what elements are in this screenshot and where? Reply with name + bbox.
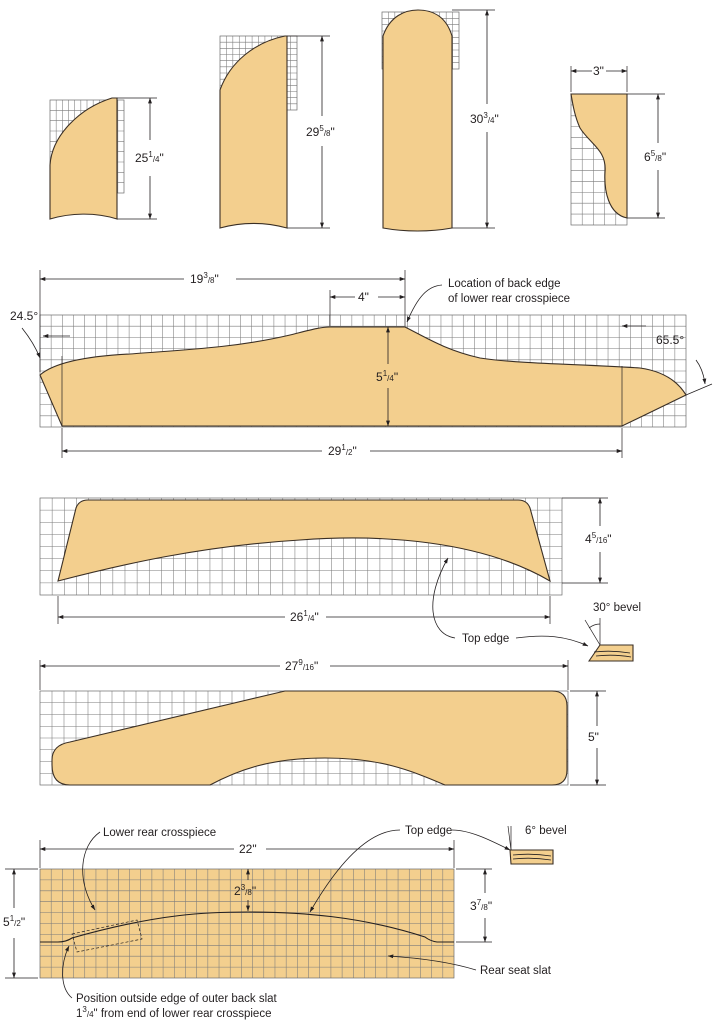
part-5-flat-label: 4" [358,290,369,304]
part-7-height-label: 5" [588,730,599,744]
part-8-diagram [3,825,567,1020]
part-6-length-label: $26^1_/4$" [290,609,319,624]
part-8-left-height-label: $5^1_/2$" [3,914,26,929]
part-4-height-label: $6^5_/8$" [644,149,667,164]
part-1-diagram [50,98,164,219]
part-6-bevel-section [589,645,633,661]
part-8-rear-seat-slat-label: Rear seat slat [480,965,551,977]
part-7-diagram [40,658,606,785]
part-3-shape [383,10,452,231]
part-5-bottom-length-label: $29^1_/2$" [328,443,357,458]
part-8-bevel-section [510,850,553,864]
part-8-lower-rear-label: Lower rear crosspiece [103,827,217,839]
part-4-width-label: 3" [593,64,604,78]
part-6-top-edge-label: Top edge [462,633,510,645]
part-1-height-label: $25^1_/4$" [135,150,164,165]
part-6-bevel-label: 30° bevel [593,602,642,614]
part-2-diagram [220,36,335,228]
part-5-height-label: $5^1_/4$" [376,369,399,384]
part-2-shape [220,36,287,228]
part-6-diagram [40,498,641,661]
part-3-height-label: $30^3_/4$" [470,111,499,126]
part-7-length-label: $27^9_/16$" [285,658,319,673]
part-2-height-label: $29^5_/8$" [306,124,335,139]
part-8-bevel-label: 6° bevel [525,825,567,837]
part-5-diagram [10,270,712,458]
part-5-right-angle-label: 65.5° [656,333,685,347]
part-3-diagram [382,10,499,231]
part-6-height-label: $4^5_/16$" [585,531,612,546]
part-5-callout-line2: of lower rear crosspiece [448,293,571,305]
part-8-right-height-label: $3^7_/8$" [470,898,493,913]
part-8-length-label: 22" [239,842,257,856]
part-8-position-note-line1: Position outside edge of outer back slat [76,993,277,1005]
part-4-diagram [571,64,666,225]
part-5-shape [40,327,686,426]
part-7-shape [52,691,567,785]
part-5-top-length-label: $19^3_/8$" [190,271,219,286]
part-1-shape [50,98,117,219]
part-5-callout-line1: Location of back edge [448,278,561,290]
part-8-mid-height-label: $2^3_/8$" [234,883,257,898]
part-8-position-note-line2: $1^3_/4$" from end of lower rear crosspiece [76,1005,272,1020]
part-4-shape [571,94,627,218]
part-6-shape [58,500,550,581]
part-8-top-edge-label: Top edge [405,825,453,837]
part-5-left-angle-label: 24.5° [10,309,39,323]
